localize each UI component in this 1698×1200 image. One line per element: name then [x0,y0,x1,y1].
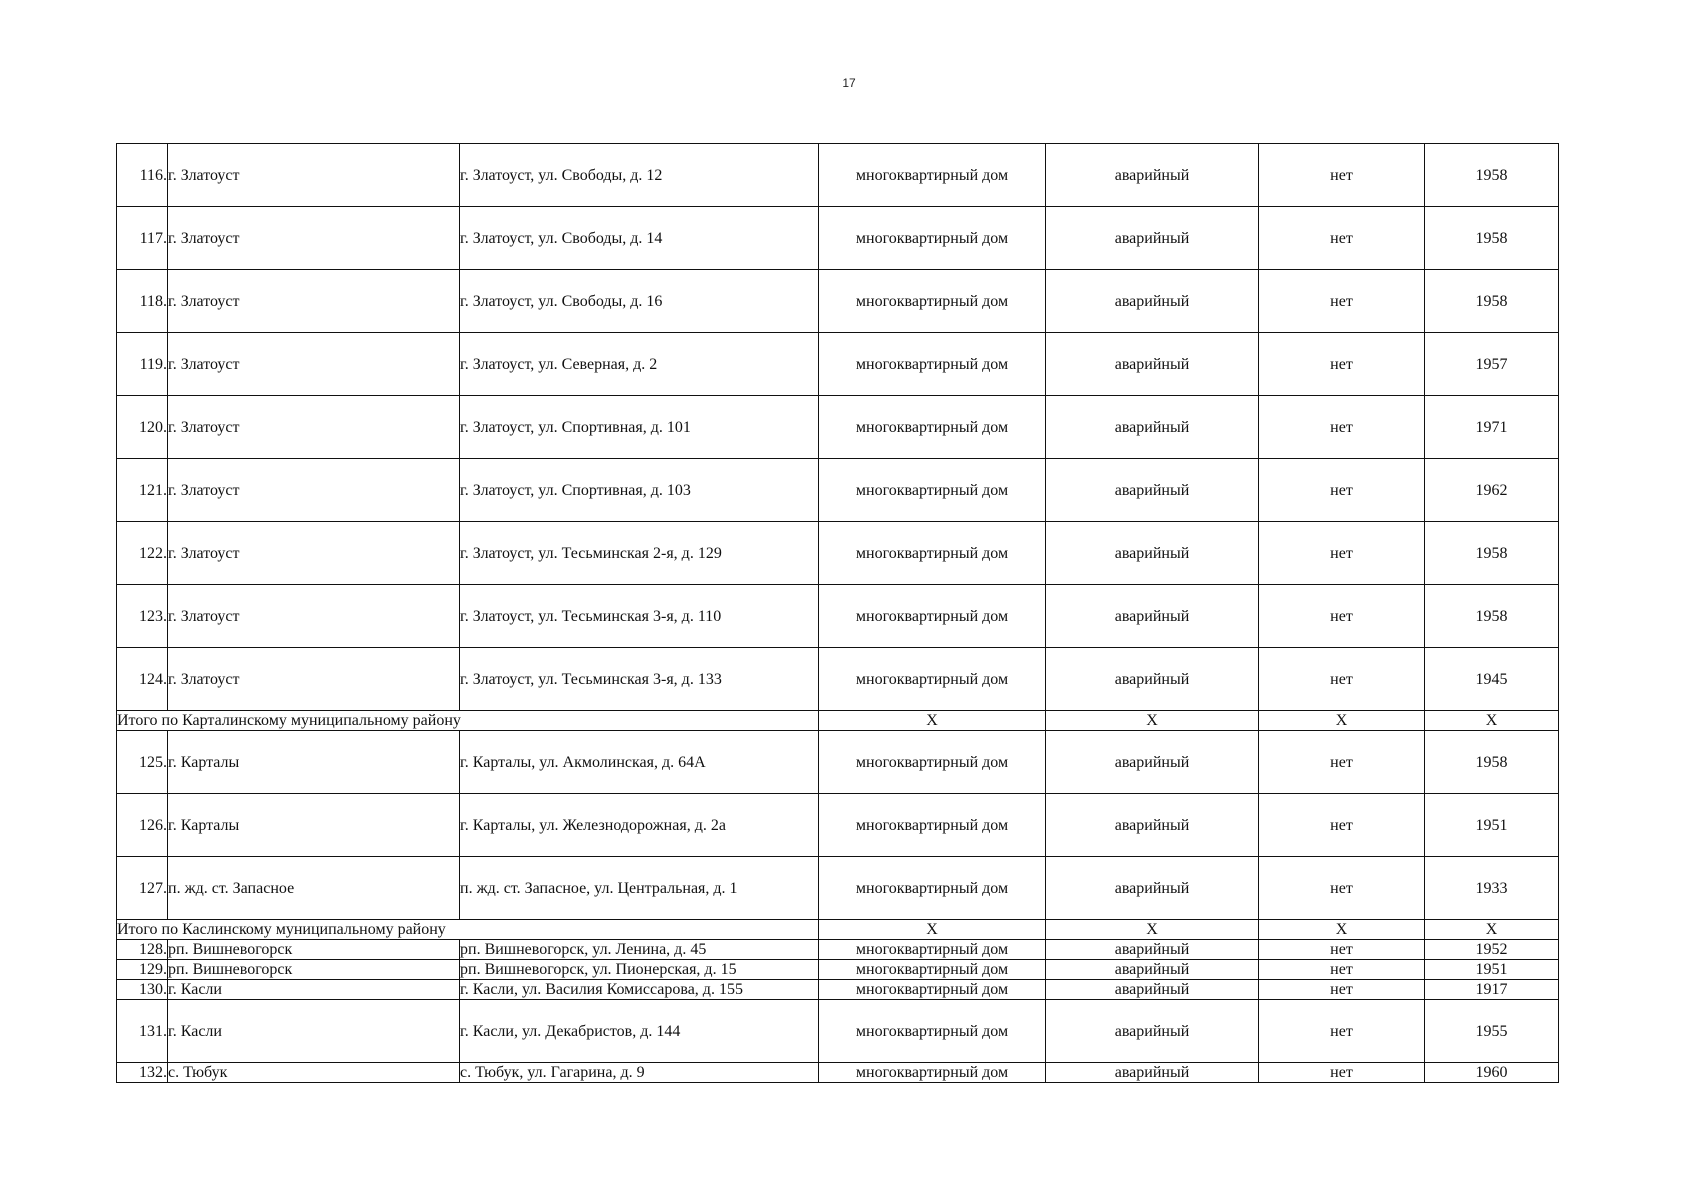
table-row [117,333,1559,396]
table-row [117,1000,1559,1063]
housing-registry-table [116,143,1559,1083]
row-building-type: многоквартирный дом [819,522,1046,585]
row-condition: аварийный [1046,396,1259,459]
row-building-type: многоквартирный дом [819,333,1046,396]
subtotal-year-mark: Х [1425,920,1559,940]
row-year: 1958 [1425,731,1559,794]
row-number: 119. [117,333,168,396]
row-year: 1958 [1425,144,1559,207]
row-number: 126. [117,794,168,857]
row-address: г. Златоуст, ул. Свободы, д. 14 [460,207,819,270]
row-building-type: многоквартирный дом [819,960,1046,980]
subtotal-row [117,711,1559,731]
row-locality: г. Златоуст [168,270,460,333]
row-condition: аварийный [1046,522,1259,585]
row-locality: г. Златоуст [168,522,460,585]
row-building-type: многоквартирный дом [819,396,1046,459]
row-building-type: многоквартирный дом [819,207,1046,270]
row-year: 1971 [1425,396,1559,459]
row-flag: нет [1259,980,1425,1000]
subtotal-condition-mark: Х [1046,711,1259,731]
row-condition: аварийный [1046,794,1259,857]
row-condition: аварийный [1046,333,1259,396]
row-address: г. Златоуст, ул. Северная, д. 2 [460,333,819,396]
row-locality: рп. Вишневогорск [168,940,460,960]
row-number: 120. [117,396,168,459]
row-number: 123. [117,585,168,648]
row-flag: нет [1259,960,1425,980]
row-condition: аварийный [1046,207,1259,270]
table-row [117,794,1559,857]
row-year: 1917 [1425,980,1559,1000]
row-year: 1958 [1425,522,1559,585]
row-locality: с. Тюбук [168,1063,460,1083]
row-address: г. Златоуст, ул. Тесьминская 3-я, д. 133 [460,648,819,711]
subtotal-flag-mark: Х [1259,711,1425,731]
row-locality: г. Златоуст [168,396,460,459]
row-flag: нет [1259,940,1425,960]
row-flag: нет [1259,648,1425,711]
row-locality: г. Златоуст [168,333,460,396]
row-condition: аварийный [1046,1000,1259,1063]
table-row [117,1063,1559,1083]
row-locality: г. Карталы [168,731,460,794]
row-address: рп. Вишневогорск, ул. Ленина, д. 45 [460,940,819,960]
row-locality: г. Касли [168,980,460,1000]
subtotal-condition-mark: Х [1046,920,1259,940]
row-number: 122. [117,522,168,585]
row-condition: аварийный [1046,960,1259,980]
row-year: 1952 [1425,940,1559,960]
row-number: 124. [117,648,168,711]
row-flag: нет [1259,396,1425,459]
row-year: 1958 [1425,270,1559,333]
row-locality: г. Карталы [168,794,460,857]
row-address: г. Златоуст, ул. Спортивная, д. 103 [460,459,819,522]
row-flag: нет [1259,333,1425,396]
row-building-type: многоквартирный дом [819,731,1046,794]
row-address: п. жд. ст. Запасное, ул. Центральная, д. 1 [460,857,819,920]
table-body [117,144,1559,1083]
table-row [117,396,1559,459]
subtotal-row [117,920,1559,940]
row-building-type: многоквартирный дом [819,270,1046,333]
row-year: 1945 [1425,648,1559,711]
row-building-type: многоквартирный дом [819,794,1046,857]
row-flag: нет [1259,459,1425,522]
row-number: 118. [117,270,168,333]
row-locality: г. Златоуст [168,207,460,270]
row-flag: нет [1259,585,1425,648]
row-address: с. Тюбук, ул. Гагарина, д. 9 [460,1063,819,1083]
row-condition: аварийный [1046,1063,1259,1083]
row-number: 125. [117,731,168,794]
row-address: г. Златоуст, ул. Спортивная, д. 101 [460,396,819,459]
row-number: 128. [117,940,168,960]
row-number: 132. [117,1063,168,1083]
row-address: г. Карталы, ул. Акмолинская, д. 64А [460,731,819,794]
row-number: 129. [117,960,168,980]
table-row [117,585,1559,648]
row-flag: нет [1259,522,1425,585]
row-condition: аварийный [1046,648,1259,711]
subtotal-flag-mark: Х [1259,920,1425,940]
row-flag: нет [1259,1063,1425,1083]
row-address: г. Златоуст, ул. Тесьминская 3-я, д. 110 [460,585,819,648]
row-locality: г. Златоуст [168,144,460,207]
row-flag: нет [1259,207,1425,270]
row-building-type: многоквартирный дом [819,857,1046,920]
row-address: рп. Вишневогорск, ул. Пионерская, д. 15 [460,960,819,980]
row-year: 1951 [1425,960,1559,980]
row-locality: г. Златоуст [168,459,460,522]
row-number: 127. [117,857,168,920]
row-number: 116. [117,144,168,207]
row-address: г. Златоуст, ул. Свободы, д. 16 [460,270,819,333]
row-condition: аварийный [1046,459,1259,522]
row-condition: аварийный [1046,940,1259,960]
row-building-type: многоквартирный дом [819,940,1046,960]
row-flag: нет [1259,144,1425,207]
subtotal-label: Итого по Карталинскому муниципальному району [117,711,819,731]
table-row [117,980,1559,1000]
table-row [117,857,1559,920]
table-row [117,940,1559,960]
row-year: 1955 [1425,1000,1559,1063]
row-number: 121. [117,459,168,522]
row-flag: нет [1259,857,1425,920]
row-year: 1933 [1425,857,1559,920]
row-locality: г. Касли [168,1000,460,1063]
row-locality: г. Златоуст [168,585,460,648]
row-locality: рп. Вишневогорск [168,960,460,980]
row-year: 1957 [1425,333,1559,396]
row-flag: нет [1259,731,1425,794]
row-building-type: многоквартирный дом [819,459,1046,522]
row-address: г. Златоуст, ул. Тесьминская 2-я, д. 129 [460,522,819,585]
row-flag: нет [1259,794,1425,857]
row-year: 1960 [1425,1063,1559,1083]
row-flag: нет [1259,270,1425,333]
row-building-type: многоквартирный дом [819,648,1046,711]
row-condition: аварийный [1046,144,1259,207]
row-year: 1951 [1425,794,1559,857]
table-row [117,459,1559,522]
row-condition: аварийный [1046,731,1259,794]
row-address: г. Касли, ул. Декабристов, д. 144 [460,1000,819,1063]
row-year: 1958 [1425,585,1559,648]
row-year: 1962 [1425,459,1559,522]
table-row [117,960,1559,980]
table-row [117,731,1559,794]
page-number: 17 [842,76,856,90]
subtotal-label: Итого по Каслинскому муниципальному району [117,920,819,940]
row-number: 117. [117,207,168,270]
table-row [117,270,1559,333]
row-locality: п. жд. ст. Запасное [168,857,460,920]
row-number: 130. [117,980,168,1000]
row-number: 131. [117,1000,168,1063]
row-building-type: многоквартирный дом [819,1063,1046,1083]
row-building-type: многоквартирный дом [819,144,1046,207]
row-building-type: многоквартирный дом [819,1000,1046,1063]
row-condition: аварийный [1046,270,1259,333]
row-address: г. Карталы, ул. Железнодорожная, д. 2а [460,794,819,857]
row-building-type: многоквартирный дом [819,980,1046,1000]
row-address: г. Касли, ул. Василия Комиссарова, д. 155 [460,980,819,1000]
row-year: 1958 [1425,207,1559,270]
row-address: г. Златоуст, ул. Свободы, д. 12 [460,144,819,207]
row-condition: аварийный [1046,585,1259,648]
row-flag: нет [1259,1000,1425,1063]
subtotal-year-mark: Х [1425,711,1559,731]
table-row [117,648,1559,711]
table-row [117,144,1559,207]
table-row [117,207,1559,270]
subtotal-type-mark: Х [819,711,1046,731]
row-locality: г. Златоуст [168,648,460,711]
row-condition: аварийный [1046,857,1259,920]
subtotal-type-mark: Х [819,920,1046,940]
table-row [117,522,1559,585]
row-condition: аварийный [1046,980,1259,1000]
row-building-type: многоквартирный дом [819,585,1046,648]
